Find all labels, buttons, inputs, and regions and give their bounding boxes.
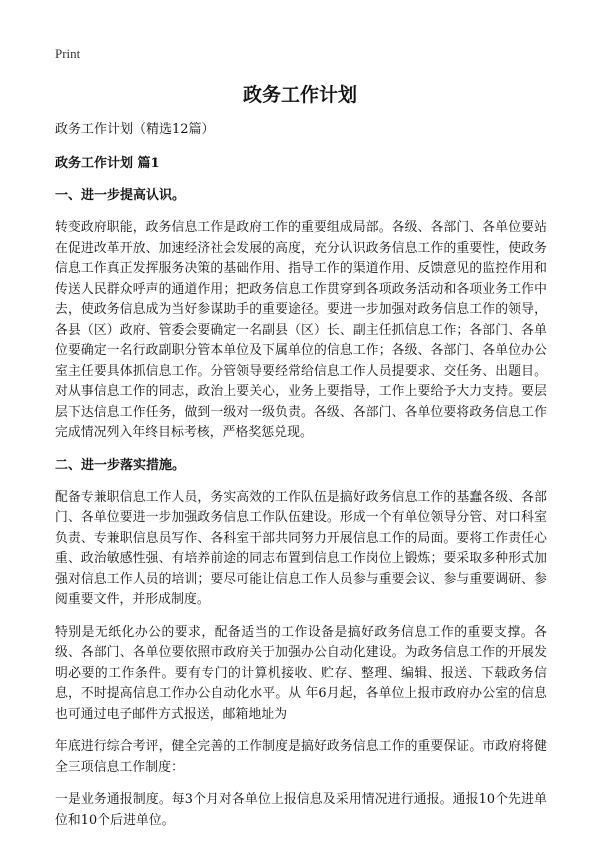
- paragraph-3: 特别是无纸化办公的要求，配备适当的工作设备是搞好政务信息工作的重要支撑。各级、各部门、各单位要依照市政府关于加强办公自动化建设。为政务信息工作的开展发明必要的工作条件。要有专门的计算机接收、贮存、整理、编辑、报送、下载政务信息，不时提高信息工作办公自动化水平。从 年6月起，各单位上报市政府办公室的信息也可通过电子邮件方式报送，邮箱地址为: [55, 624, 547, 722]
- heading-raise-awareness: 一、进一步提高认识。: [55, 188, 186, 203]
- document-body: [55, 120, 547, 843]
- heading-implement-measures: 二、进一步落实措施。: [55, 457, 186, 473]
- paragraph-5: 一是业务通报制度。每3个月对各单位上报信息及采用情况进行通报。通报10个先进单位和10个后进单位。: [55, 792, 547, 828]
- print-label: Print: [55, 46, 81, 61]
- section-title: 政务工作计划 篇1: [55, 156, 160, 171]
- page-title: 政务工作计划: [242, 84, 357, 106]
- document-subtitle: 政务工作计划（精选12篇）: [55, 122, 215, 137]
- paragraph-2: 配备专兼职信息工作人员，务实高效的工作队伍是搞好政务信息工作的基蠢各级、各部门、各单位要进一步加强政务信息工作队伍建设。形成一个有单位领导分管、对口科室负责、专兼职信息员写作、各科室干部共同努力开展信息工作的局面。要将工作责任心重、政治敏感性强、有培养前途的同志布置到信息工作岗位上锻炼；要采取多种形式加强对信息工作人员的培训；要尽可能让信息工作人员参与重要会议、参与重要调研、参阅重要文件，并形成制度。: [55, 489, 547, 607]
- paragraph-1: 转变政府职能，政务信息工作是政府工作的重要组成局部。各级、各部门、各单位要站在促进改革开放、加速经济社会发展的高度，充分认识政务信息工作的重要性，使政务信息工作真正发挥服务决策的基础作用、指导工作的渠道作用、反馈意见的监控作用和传送人民群众呼声的通道作用；把政务信息工作贯穿到各项政务活动和各项业务工作中去，使政务信息成为当好参谋助手的重要途径。要进一步加强对政务信息工作的领导，各县（区）政府、管委会要确定一名副县（区）长、副主任抓信息工作；各部门、各单位要确定一名行政副职分管本单位及下属单位的信息工作；各级、各部门、各单位办公室主任要具体抓信息工作。分管领导要经常给信息工作人员提要求、交任务、出题目。对从事信息工作的同志，政治上要关心，业务上要指导，工作上要给予大力支持。要层层下达信息工作任务，做到一级对一级负责。各级、各部门、各单位要将政务信息工作完成情况列入年终目标考核，严格奖惩兑现。: [55, 220, 547, 440]
- paragraph-4: 年底进行综合考评，健全完善的工作制度是搞好政务信息工作的重要保证。市政府将健全三项信息工作制度：: [55, 739, 547, 775]
